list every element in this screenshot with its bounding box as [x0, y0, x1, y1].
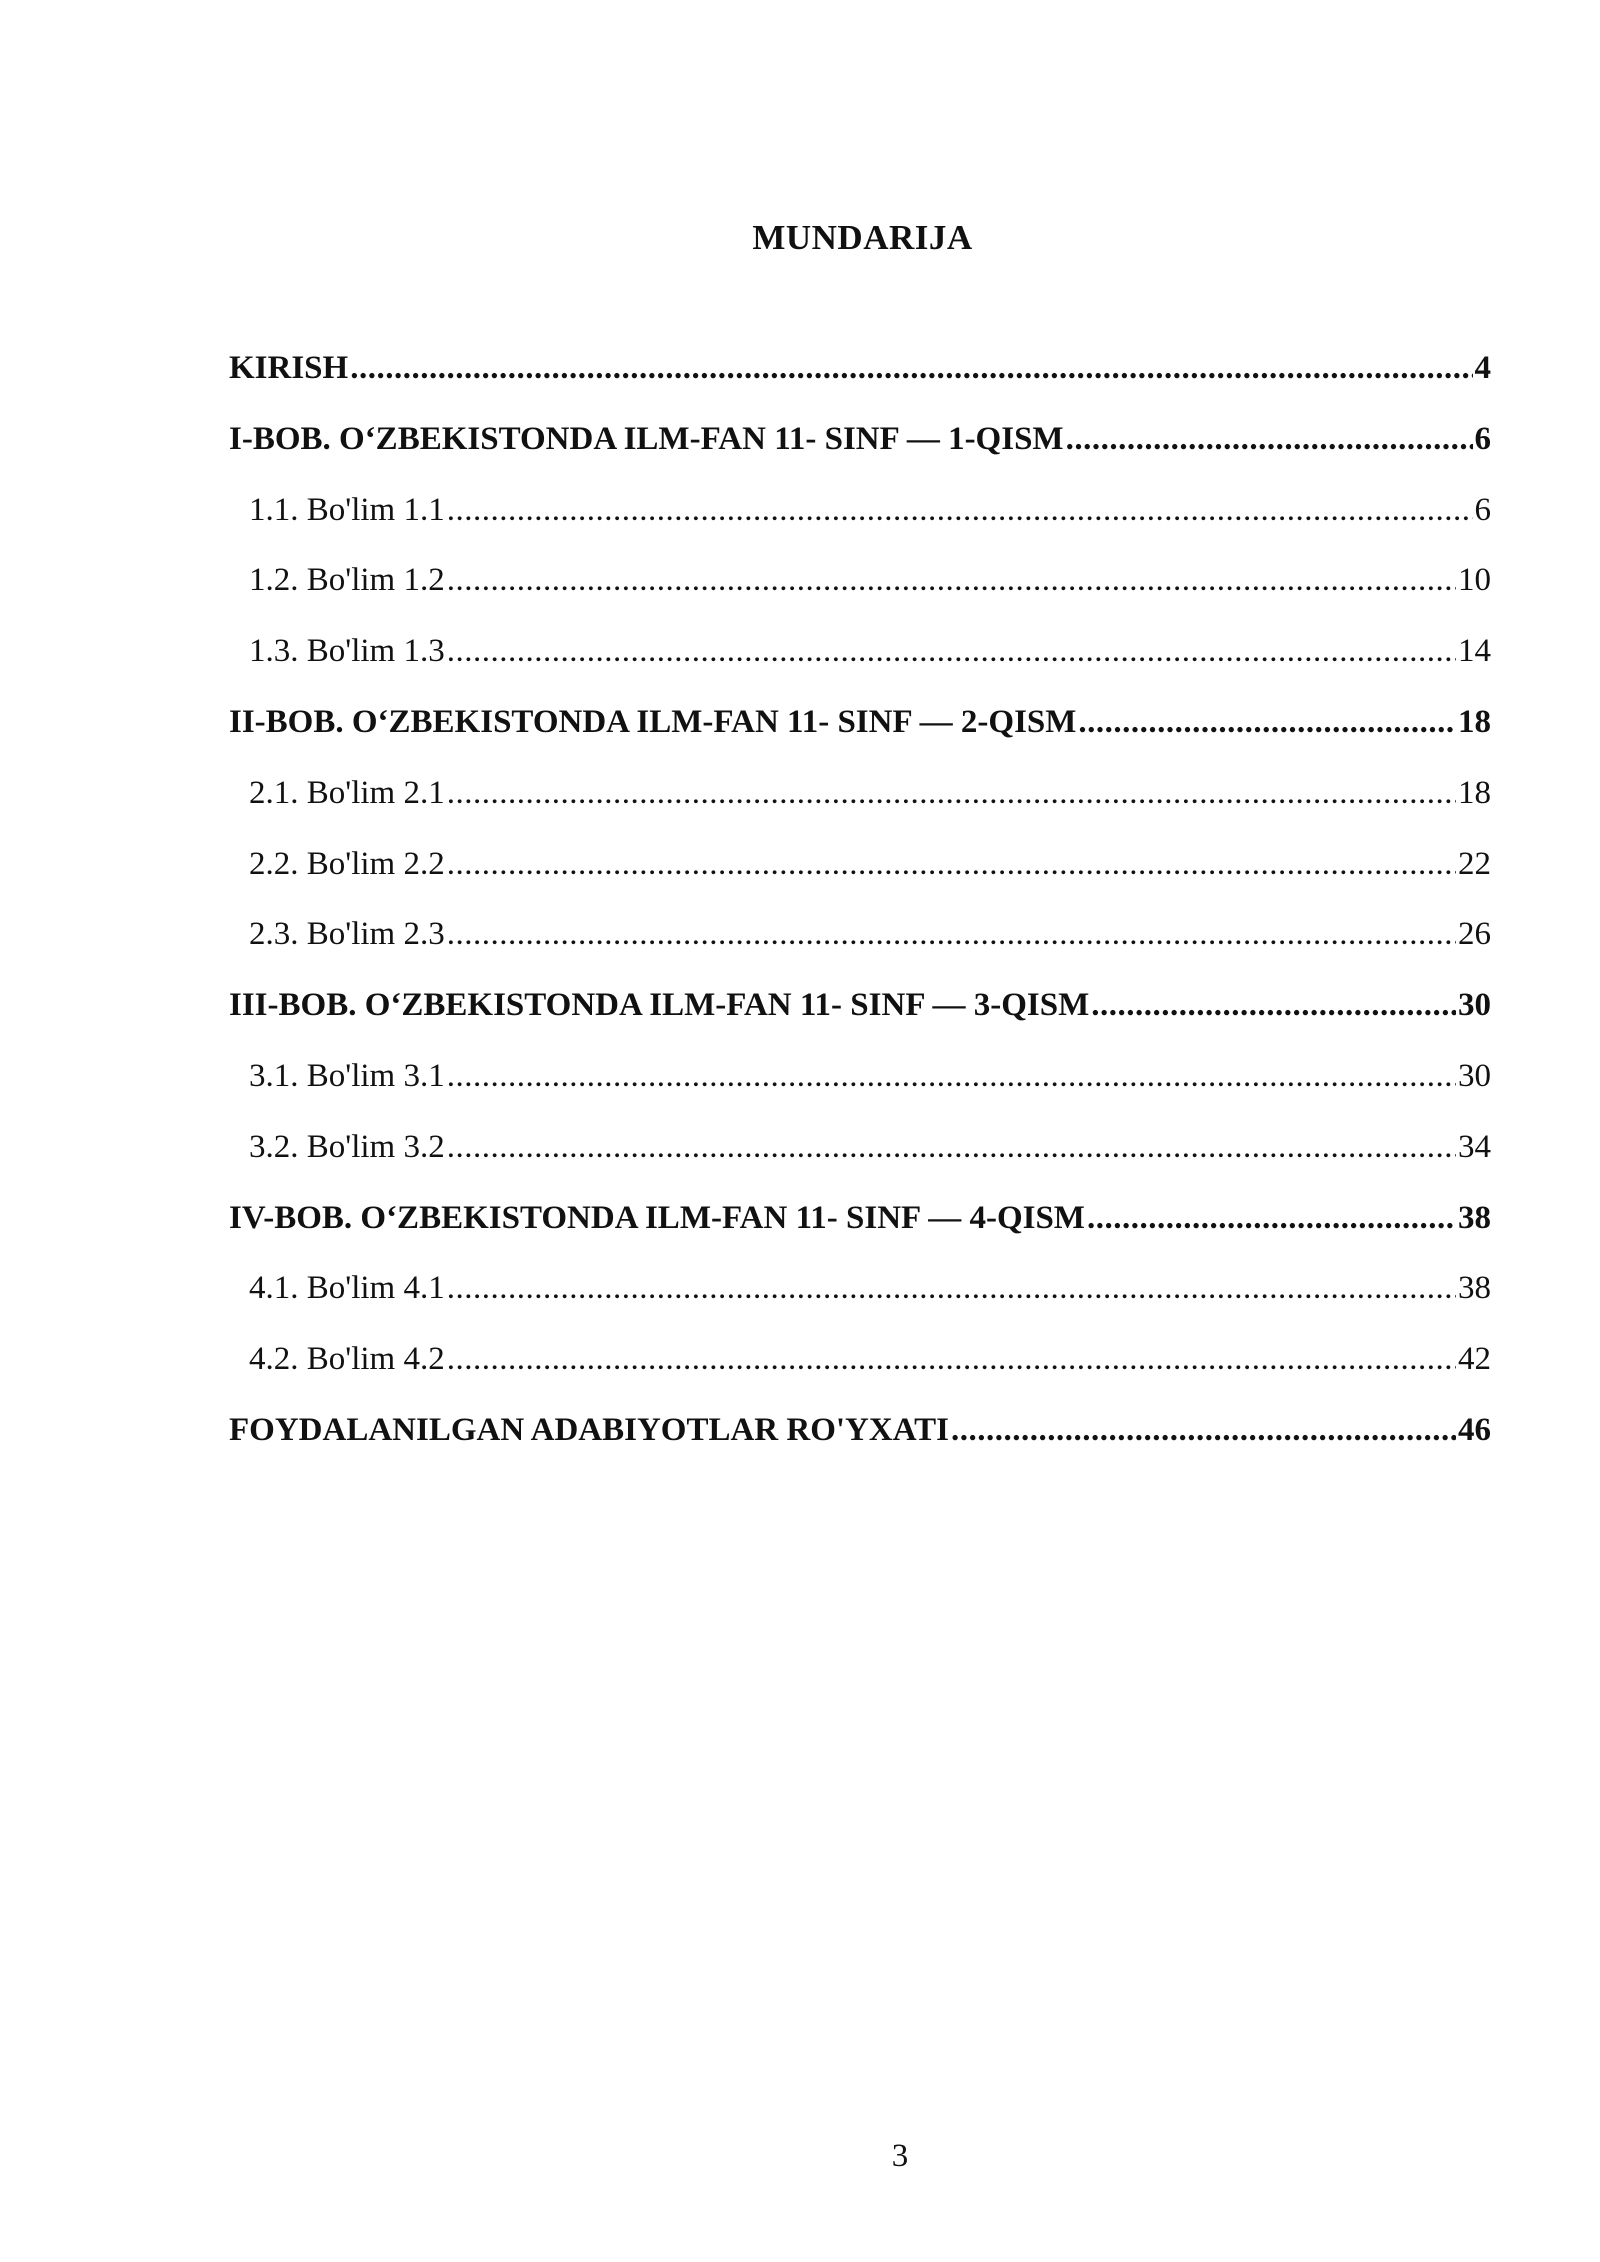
- toc-entry[interactable]: [229, 562, 1491, 633]
- toc-entry-page: 18: [1458, 774, 1491, 811]
- toc-leader-dots: [447, 846, 1456, 883]
- page-title: MUNDARIJA: [752, 218, 973, 257]
- toc-leader-dots: [447, 562, 1456, 599]
- toc-leader-dots: [447, 492, 1473, 529]
- toc-entry[interactable]: [229, 775, 1491, 846]
- toc-entry-page: 10: [1458, 562, 1491, 599]
- toc-entry[interactable]: [229, 1129, 1491, 1200]
- toc-entry[interactable]: [229, 704, 1491, 775]
- toc-entry-label: III-BOB. O‘ZBEKISTONDA ILM-FAN 11- SINF — 3-QISM: [229, 987, 1090, 1024]
- toc-leader-dots: [447, 1341, 1456, 1378]
- page-number: 3: [891, 2138, 909, 2174]
- toc-entry-label: 2.1. Bo'lim 2.1: [249, 774, 445, 811]
- toc-entry-page: 30: [1458, 987, 1491, 1024]
- toc-entry-page: 6: [1474, 491, 1491, 528]
- toc-entry-page: 46: [1458, 1411, 1491, 1448]
- toc-entry-label: KIRISH: [229, 350, 349, 386]
- toc-entry-page: 38: [1458, 1199, 1491, 1236]
- toc-entry-label: II-BOB. O‘ZBEKISTONDA ILM-FAN 11- SINF — 2-QISM: [229, 703, 1077, 740]
- toc-leader-dots: [447, 1129, 1456, 1166]
- toc-leader-dots: [447, 916, 1456, 953]
- toc-leader-dots: [350, 350, 1472, 387]
- toc-entry-label: 3.2. Bo'lim 3.2: [249, 1128, 445, 1165]
- toc-entry[interactable]: [229, 1058, 1491, 1129]
- toc-entry-label: I-BOB. O‘ZBEKISTONDA ILM-FAN 11- SINF — 1-QISM: [229, 420, 1064, 457]
- toc-entry-label: 4.2. Bo'lim 4.2: [249, 1341, 445, 1378]
- toc-entry-page: 14: [1458, 633, 1491, 670]
- toc-entry[interactable]: [229, 633, 1491, 704]
- toc-entry-label: 2.2. Bo'lim 2.2: [249, 845, 445, 882]
- toc-entry[interactable]: [229, 1341, 1491, 1412]
- toc-entry[interactable]: [229, 1200, 1491, 1271]
- toc-entry-label: 3.1. Bo'lim 3.1: [249, 1057, 445, 1094]
- table-of-contents: [229, 350, 1491, 1483]
- toc-entry-page: 4: [1474, 350, 1491, 386]
- toc-leader-dots: [1066, 421, 1473, 458]
- toc-entry-page: 42: [1458, 1341, 1491, 1378]
- toc-leader-dots: [1087, 1200, 1456, 1237]
- toc-entry[interactable]: [229, 1270, 1491, 1341]
- toc-entry[interactable]: [229, 421, 1491, 492]
- toc-leader-dots: [1091, 987, 1456, 1024]
- toc-leader-dots: [1078, 704, 1456, 741]
- toc-entry[interactable]: [229, 846, 1491, 917]
- toc-entry-label: 4.1. Bo'lim 4.1: [249, 1270, 445, 1307]
- toc-entry-label: 2.3. Bo'lim 2.3: [249, 916, 445, 953]
- toc-entry-page: 34: [1458, 1128, 1491, 1165]
- toc-entry[interactable]: [229, 350, 1491, 421]
- toc-leader-dots: [447, 775, 1456, 812]
- toc-entry-label: 1.2. Bo'lim 1.2: [249, 562, 445, 599]
- toc-leader-dots: [951, 1412, 1456, 1449]
- toc-entry[interactable]: [229, 492, 1491, 563]
- toc-entry-page: 26: [1458, 916, 1491, 953]
- toc-entry-label: 1.1. Bo'lim 1.1: [249, 491, 445, 528]
- toc-entry[interactable]: [229, 916, 1491, 987]
- toc-entry-label: IV-BOB. O‘ZBEKISTONDA ILM-FAN 11- SINF — 4-QISM: [229, 1199, 1085, 1236]
- toc-entry-label: FOYDALANILGAN ADABIYOTLAR RO'YXATI: [229, 1411, 949, 1448]
- toc-entry-page: 30: [1458, 1057, 1491, 1094]
- toc-leader-dots: [447, 1270, 1456, 1307]
- toc-entry-page: 38: [1458, 1270, 1491, 1307]
- toc-entry[interactable]: [229, 987, 1491, 1058]
- toc-leader-dots: [447, 633, 1456, 670]
- toc-entry-label: 1.3. Bo'lim 1.3: [249, 633, 445, 670]
- toc-entry-page: 18: [1458, 703, 1491, 740]
- toc-leader-dots: [447, 1058, 1456, 1095]
- toc-entry-page: 22: [1458, 845, 1491, 882]
- toc-entry-page: 6: [1474, 420, 1491, 457]
- toc-entry[interactable]: [229, 1412, 1491, 1483]
